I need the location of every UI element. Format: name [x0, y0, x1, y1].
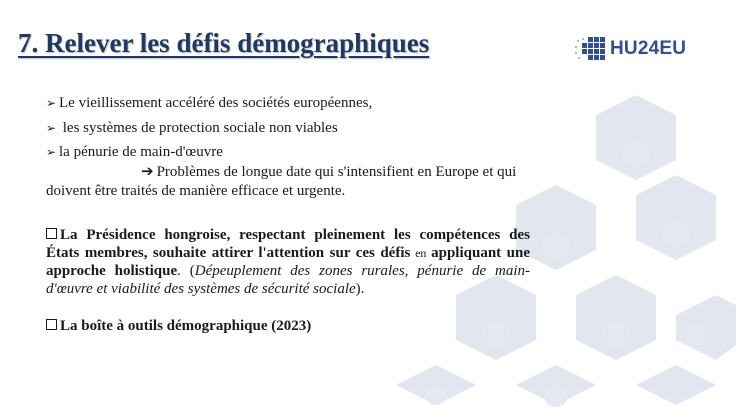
checkbox-bullet-icon	[46, 319, 57, 330]
bullet-text: la pénurie de main-d'œuvre	[59, 144, 223, 160]
arrow-bullet-icon: ➢	[46, 96, 57, 110]
sub-note-line1: Problèmes de longue date qui s'intensifient en Europe et qui	[156, 164, 517, 180]
sub-note-line2: doivent être traités de manière efficace et urgente.	[46, 183, 346, 199]
bullet-text: Le vieillissement accéléré des sociétés européennes,	[59, 95, 373, 111]
right-arrow-icon: ➔	[141, 164, 154, 180]
bullet-list	[46, 91, 536, 165]
bullet-item	[46, 116, 536, 141]
logo-cubes-icon	[574, 36, 608, 62]
section-bold-text: La Présidence hongroise, respectant pleinement les compétences des États membres, souhaite attirer l'attention sur ces défis	[46, 227, 530, 261]
arrow-bullet-icon: ➢	[46, 120, 57, 135]
section-small-text: en	[410, 246, 432, 260]
arrow-bullet-icon: ➢	[46, 145, 57, 159]
section-closing: ).	[355, 281, 365, 297]
checkbox-bullet-icon	[46, 228, 57, 239]
section-toolbox	[46, 318, 311, 335]
section-punct: . (	[177, 263, 195, 279]
slide-title: 7. Relever les défis démographiques	[18, 28, 430, 58]
section-italic-text: Dépeuplement des zones rurales, pénurie de main-d'œuvre et viabilité des systèmes de sécurité sociale	[46, 263, 530, 297]
section-bold-text-2: appliquant une approche holistique	[46, 245, 530, 279]
section-toolbox-text: La boîte à outils démographique (2023)	[60, 318, 312, 334]
bullet-text: les systèmes de protection sociale non viables	[59, 119, 338, 136]
section-presidency	[46, 226, 530, 298]
sub-note	[46, 163, 532, 201]
bullet-item	[46, 91, 536, 116]
logo-text: HU24EU	[610, 38, 687, 59]
bullet-item	[46, 140, 536, 165]
logo	[574, 36, 686, 62]
